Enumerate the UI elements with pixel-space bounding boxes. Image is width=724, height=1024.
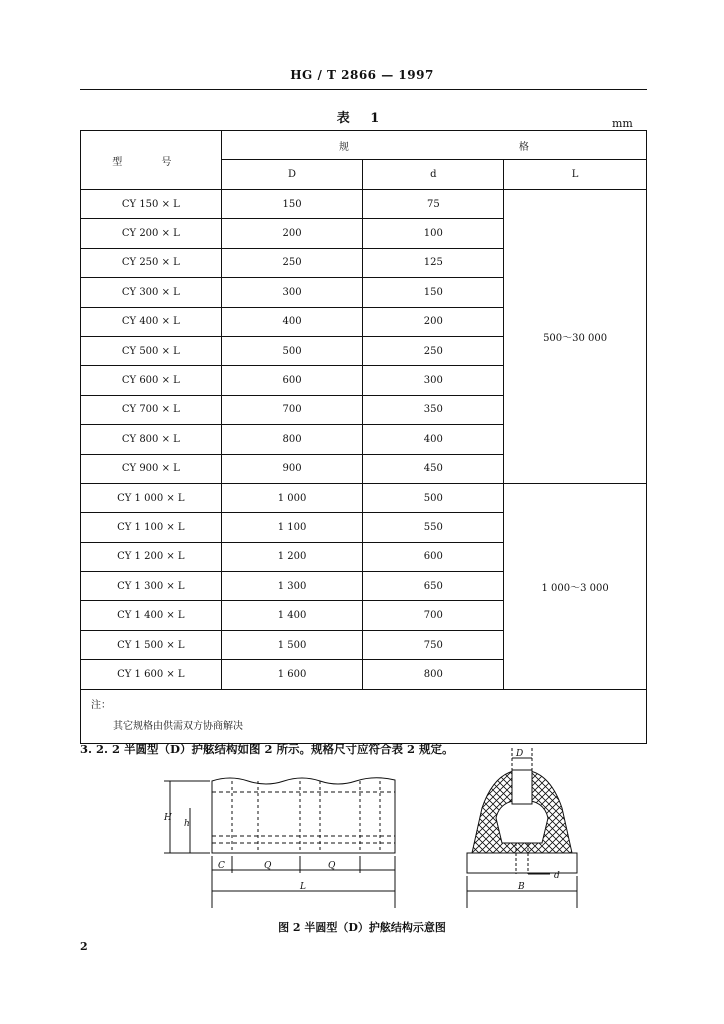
cell-D: 900 (221, 454, 363, 483)
cell-model: CY 1 500 × L (81, 630, 222, 659)
label-Q1: Q (264, 861, 272, 871)
header-spec: 规 格 (221, 131, 646, 160)
cell-model: CY 800 × L (81, 425, 222, 454)
standard-header: HG / T 2866 — 1997 (290, 68, 434, 82)
cell-D: 1 200 (221, 542, 363, 571)
cell-model: CY 1 000 × L (81, 483, 222, 512)
header-model: 型 号 (81, 131, 222, 190)
cell-model: CY 250 × L (81, 248, 222, 277)
cell-d: 500 (363, 483, 504, 512)
label-Q2: Q (328, 861, 336, 871)
cell-d: 100 (363, 219, 504, 248)
cell-d: 350 (363, 395, 504, 424)
cell-d: 550 (363, 513, 504, 542)
cell-d: 800 (363, 660, 504, 689)
cell-d: 200 (363, 307, 504, 336)
cell-d: 300 (363, 366, 504, 395)
cell-d: 650 (363, 572, 504, 601)
cell-model: CY 500 × L (81, 336, 222, 365)
cell-model: CY 1 100 × L (81, 513, 222, 542)
cell-D: 500 (221, 336, 363, 365)
cell-d: 250 (363, 336, 504, 365)
cell-D: 1 100 (221, 513, 363, 542)
cell-D: 250 (221, 248, 363, 277)
section-3-2-2: 3. 2. 2 半圆型（D）护舷结构如图 2 所示。规格尺寸应符合表 2 规定。 (80, 742, 454, 756)
cell-d: 150 (363, 278, 504, 307)
table-unit: mm (612, 117, 633, 130)
cell-model: CY 1 200 × L (81, 542, 222, 571)
cell-model: CY 200 × L (81, 219, 222, 248)
cell-D: 1 400 (221, 601, 363, 630)
cell-D: 1 300 (221, 572, 363, 601)
label-C: C (218, 861, 225, 871)
cell-L-range: 1 000～3 000 (504, 483, 647, 689)
cell-model: CY 1 600 × L (81, 660, 222, 689)
table-row (81, 483, 647, 512)
cell-D: 1 600 (221, 660, 363, 689)
cell-d: 700 (363, 601, 504, 630)
cell-D: 300 (221, 278, 363, 307)
label-h: h (184, 819, 190, 829)
cell-D: 1 000 (221, 483, 363, 512)
label-B: B (518, 882, 525, 892)
side-view (164, 778, 395, 908)
cell-D: 700 (221, 395, 363, 424)
figure-2-diagram (150, 748, 590, 920)
spec-table (80, 130, 647, 744)
cell-D: 800 (221, 425, 363, 454)
cell-model: CY 400 × L (81, 307, 222, 336)
figure-caption: 图 2 半圆型（D）护舷结构示意图 (278, 921, 446, 934)
cell-d: 750 (363, 630, 504, 659)
cell-model: CY 300 × L (81, 278, 222, 307)
label-d: d (554, 871, 560, 881)
label-L: L (300, 882, 306, 892)
cell-model: CY 150 × L (81, 190, 222, 219)
cell-D: 400 (221, 307, 363, 336)
header-d: d (363, 160, 504, 190)
cell-model: CY 600 × L (81, 366, 222, 395)
table-row (81, 190, 647, 219)
page-number: 2 (80, 940, 88, 953)
cell-d: 400 (363, 425, 504, 454)
cell-D: 1 500 (221, 630, 363, 659)
cell-d: 125 (363, 248, 504, 277)
cell-model: CY 1 300 × L (81, 572, 222, 601)
label-D: D (516, 749, 524, 759)
cell-model: CY 900 × L (81, 454, 222, 483)
cell-model: CY 700 × L (81, 395, 222, 424)
cell-D: 600 (221, 366, 363, 395)
label-H: H (164, 813, 172, 823)
header-L: L (504, 160, 647, 190)
header-D: D (221, 160, 363, 190)
cell-d: 75 (363, 190, 504, 219)
table-title: 表 1 (336, 111, 388, 126)
cell-model: CY 1 400 × L (81, 601, 222, 630)
table-note: 注： 其它规格由供需双方协商解决 (81, 689, 647, 743)
cell-d: 450 (363, 454, 504, 483)
cell-D: 150 (221, 190, 363, 219)
header-rule (80, 89, 647, 90)
cell-L-range: 500～30 000 (504, 190, 647, 484)
cell-D: 200 (221, 219, 363, 248)
cell-d: 600 (363, 542, 504, 571)
